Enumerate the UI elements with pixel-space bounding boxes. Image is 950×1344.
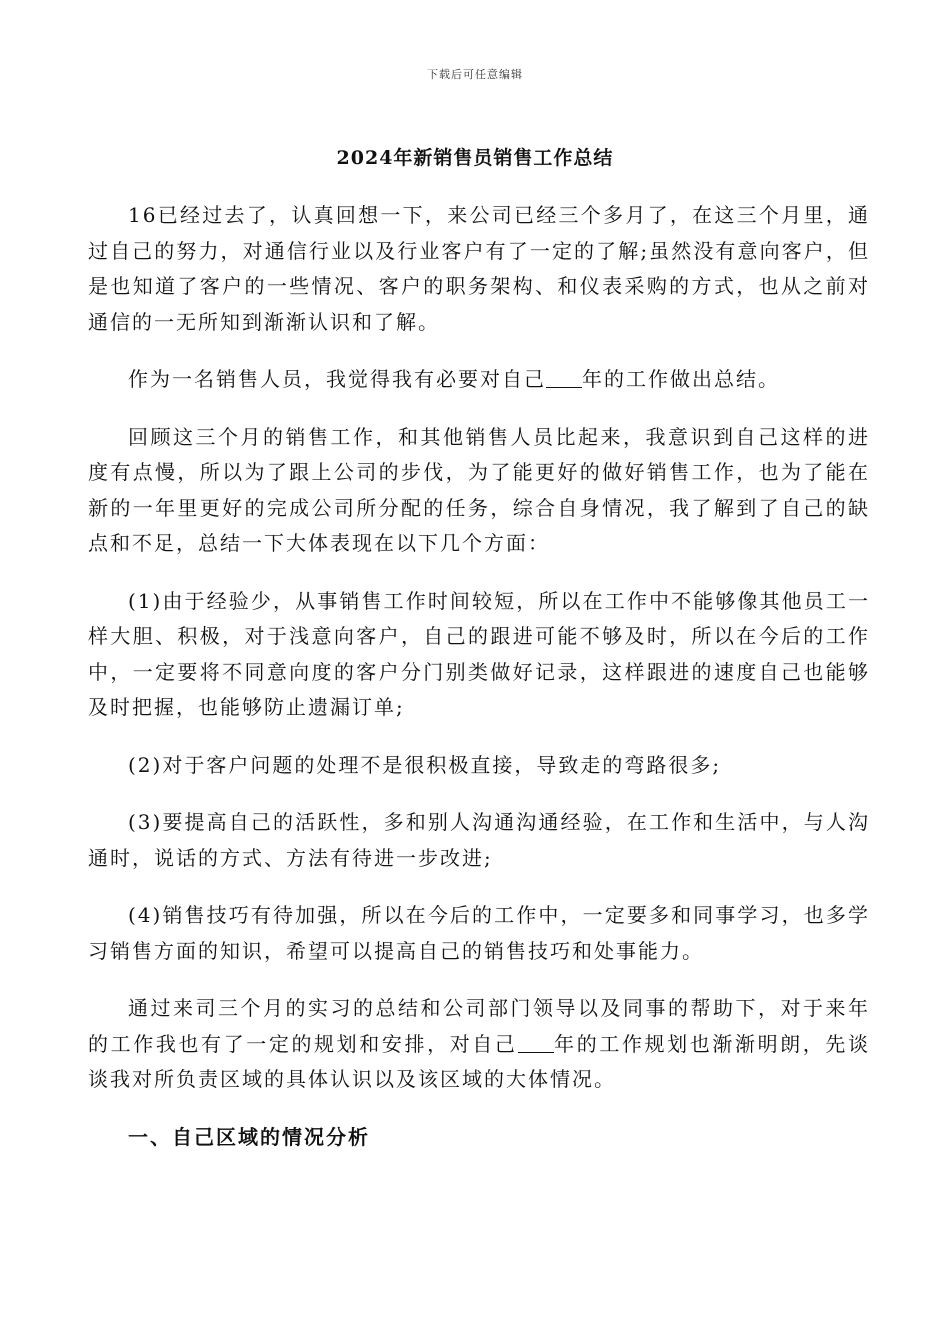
paragraph-text-after-blank: 年的工作做出总结。 <box>582 367 780 391</box>
document-body <box>88 198 870 1155</box>
paragraph-review: 回顾这三个月的销售工作，和其他销售人员比起来，我意识到自己这样的进度有点慢，所以为了跟上公司的步伐，为了能更好的做好销售工作，也为了能在新的一年里更好的完成公司所分配的任务，综合自身情况，我了解到了自己的缺点和不足，总结一下大体表现在以下几个方面： <box>88 424 870 555</box>
paragraph-point-1: (1)由于经验少，从事销售工作时间较短，所以在工作中不能够像其他员工一样大胆、积极，对于浅意向客户，自己的跟进可能不够及时，所以在今后的工作中，一定要将不同意向度的客户分门别类做好记录，这样跟进的速度自己也能够及时把握，也能够防止遗漏订单; <box>88 588 870 719</box>
paragraph-point-4: (4)销售技巧有待加强，所以在今后的工作中，一定要多和同事学习，也多学习销售方面的知识，希望可以提高自己的销售技巧和处事能力。 <box>88 903 870 963</box>
fill-in-blank <box>546 367 582 388</box>
paragraph-plan <box>88 991 870 1098</box>
paragraph-text-before-blank: 通过来司三个月的实习的总结和公司部门领导以及同事的帮助下，对于来年的工作我也有了一定的规划和安排，对自己 <box>88 996 870 1056</box>
fill-in-blank <box>518 1032 554 1053</box>
paragraph-summary-intent <box>88 362 870 398</box>
paragraph-text-after-blank: 年的工作规划也渐渐明朗，先谈谈我对所负责区域的具体认识以及该区域的大体情况。 <box>88 1031 871 1091</box>
paragraph-point-3: (3)要提高自己的活跃性，多和别人沟通沟通经验，在工作和生活中，与人沟通时，说话的方式、方法有待进一步改进; <box>88 810 870 870</box>
paragraph-text-before-blank: 作为一名销售人员，我觉得我有必要对自己 <box>128 367 546 391</box>
paragraph-point-2: (2)对于客户问题的处理不是很积极直接，导致走的弯路很多; <box>128 752 722 777</box>
section-heading: 一、自己区域的情况分析 <box>128 1124 370 1149</box>
document-title: 2024年新销售员销售工作总结 <box>336 147 614 169</box>
paragraph-intro: 16已经过去了，认真回想一下，来公司已经三个多月了，在这三个月里，通过自己的努力，对通信行业以及行业客户有了一定的了解;虽然没有意向客户，但是也知道了客户的一些情况、客户的职务架构、和仪表采购的方式，也从之前对通信的一无所知到渐渐认识和了解。 <box>88 203 870 334</box>
header-note: 下载后可任意编辑 <box>427 68 523 81</box>
